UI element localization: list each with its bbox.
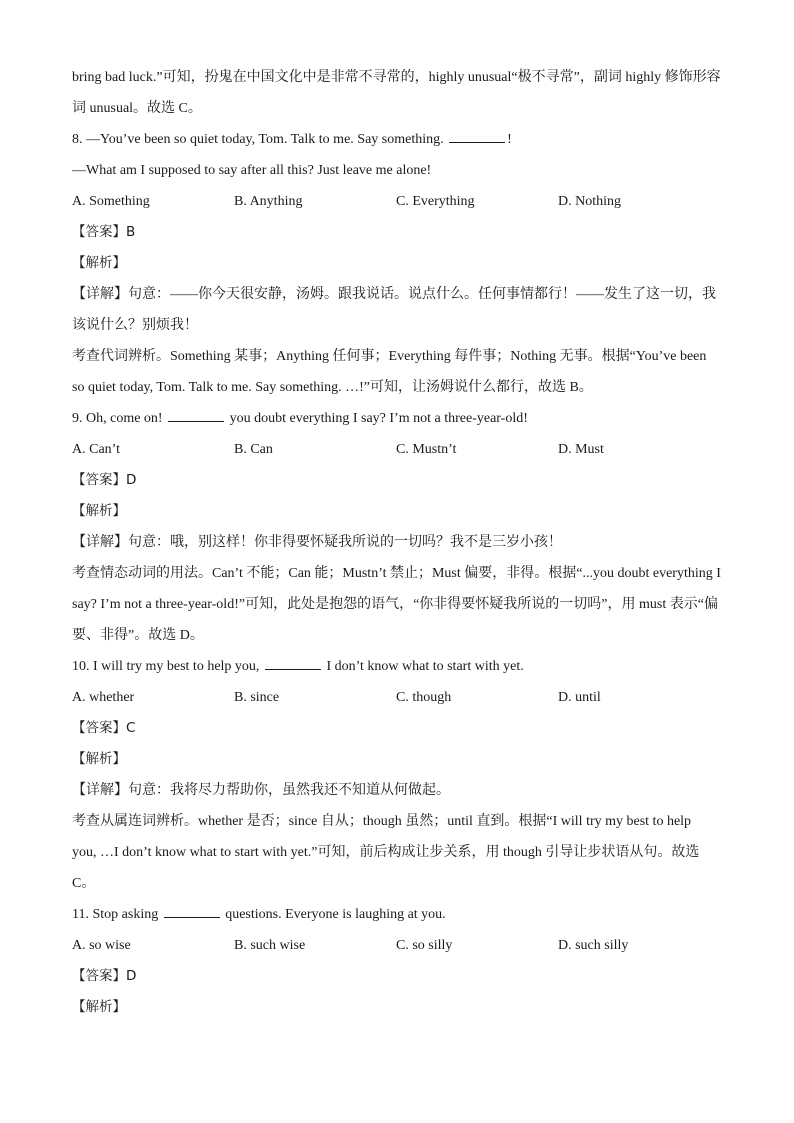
question-11-stem: 11. Stop asking questions. Everyone is laughing at you. [72, 899, 724, 930]
question-10-options [72, 682, 724, 713]
answer-letter: C [126, 720, 136, 736]
question-10-detail-4: C。 [72, 876, 96, 891]
question-8-detail-4: so quiet today, Tom. Talk to me. Say something. …!”可知，让汤姆说什么都行，故选 B。 [72, 380, 593, 395]
question-8-detail-2: 该说什么？别烦我！ [72, 318, 198, 333]
question-9-detail-4: 要、非得”。故选 D。 [72, 628, 204, 643]
question-8-detail-1: 【详解】句意：——你今天很安静，汤姆。跟我说话。说点什么。任何事情都行！——发生了这一切，我 [72, 287, 716, 302]
option-b: B. Anything [234, 194, 303, 209]
question-8-stem: 8. —You’ve been so quiet today, Tom. Talk to me. Say something. ! [72, 124, 724, 155]
question-10-analysis-label: 【解析】 [72, 751, 126, 767]
question-8-analysis-label: 【解析】 [72, 255, 126, 271]
question-9-analysis-label: 【解析】 [72, 503, 126, 519]
question-8-stem-reply: —What am I supposed to say after all this? Just leave me alone! [72, 163, 432, 178]
option-b: B. Can [234, 442, 273, 457]
question-9-answer: 【答案】D [72, 472, 137, 488]
question-10-detail-2: 考查从属连词辨析。whether 是否；since 自从；though 虽然；until 直到。根据“I will try my best to help [72, 814, 692, 829]
option-c: C. though [396, 690, 452, 705]
question-9-detail-1: 【详解】句意：哦，别这样！你非得要怀疑我所说的一切吗？我不是三岁小孩！ [72, 535, 562, 550]
question-8-options [72, 186, 724, 217]
option-c: C. Mustn’t [396, 442, 457, 457]
option-c: C. Everything [396, 194, 475, 209]
answer-letter: D [126, 472, 137, 488]
question-11-answer: 【答案】D [72, 968, 137, 984]
intro-line-2: 词 unusual。故选 C。 [72, 101, 202, 116]
option-a: A. so wise [72, 938, 131, 953]
question-10-detail-3: you, …I don’t know what to start with yet.”可知，前后构成让步关系，用 though 引导让步状语从句。故选 [72, 845, 700, 860]
option-d: D. Nothing [558, 194, 621, 209]
option-d: D. such silly [558, 938, 629, 953]
question-11-analysis-label: 【解析】 [72, 999, 126, 1015]
answer-blank [164, 904, 220, 918]
question-9-options [72, 434, 724, 465]
option-a: A. Can’t [72, 442, 120, 457]
option-b: B. since [234, 690, 280, 705]
question-10-detail-1: 【详解】句意：我将尽力帮助你，虽然我还不知道从何做起。 [72, 783, 450, 798]
option-b: B. such wise [234, 938, 306, 953]
option-a: A. whether [72, 690, 135, 705]
question-10-stem: 10. I will try my best to help you, I don’t know what to start with yet. [72, 651, 724, 682]
question-11-options [72, 930, 724, 961]
question-10-answer: 【答案】C [72, 720, 136, 736]
question-9-stem: 9. Oh, come on! you doubt everything I say? I’m not a three-year-old! [72, 403, 724, 434]
answer-blank [265, 656, 321, 670]
question-8-detail-3: 考查代词辨析。Something 某事；Anything 任何事；Everything 每件事；Nothing 无事。根据“You’ve been [72, 349, 707, 364]
option-c: C. so silly [396, 938, 453, 953]
answer-letter: B [126, 224, 136, 240]
answer-blank [449, 129, 505, 143]
option-d: D. until [558, 690, 601, 705]
question-8-answer: 【答案】B [72, 224, 136, 240]
intro-line-1: bring bad luck.”可知，扮鬼在中国文化中是非常不寻常的，highly unusual“极不寻常”，副词 highly 修饰形容 [72, 70, 721, 85]
question-9-detail-3: say? I’m not a three-year-old!”可知，此处是抱怨的语气，“你非得要怀疑我所说的一切吗”，用 must 表示“偏 [72, 597, 718, 612]
question-9-detail-2: 考查情态动词的用法。Can’t 不能；Can 能；Mustn’t 禁止；Must 偏要，非得。根据“...you doubt everything I [72, 566, 721, 581]
document-page [72, 62, 724, 1023]
option-d: D. Must [558, 442, 604, 457]
answer-blank [168, 408, 224, 422]
option-a: A. Something [72, 194, 150, 209]
answer-letter: D [126, 968, 137, 984]
